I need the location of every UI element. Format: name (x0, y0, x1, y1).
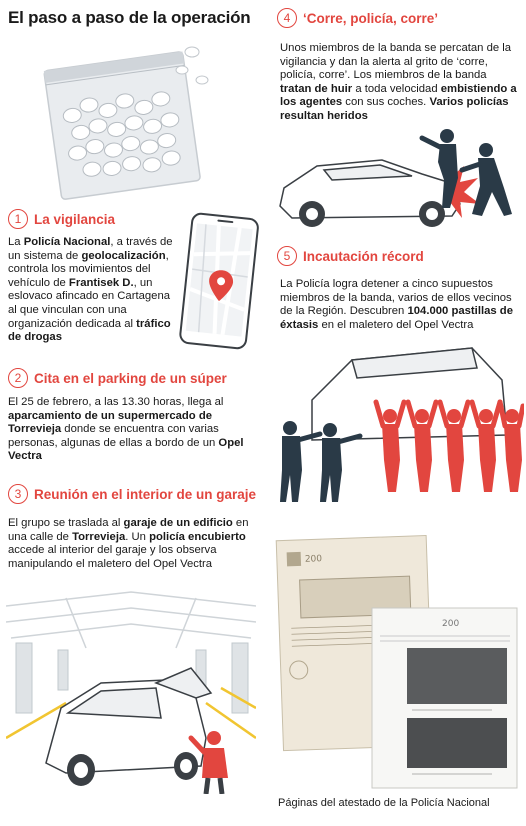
step-2-number: 2 (8, 368, 28, 388)
bold-run: policía encubierto (149, 530, 246, 543)
text-run: accede al interior del garaje y los observa manipulando el maletero del Opel Vectra (8, 544, 217, 570)
page-title: El paso a paso de la operación (8, 8, 251, 27)
text-run: . Un (125, 530, 150, 543)
bold-run: Frantisek D. (68, 276, 134, 289)
text-run: , un eslovaco afincado en Cartagena al que vinculan con una organización dedicada al (8, 276, 171, 330)
police-report-pages (272, 528, 522, 790)
step-4-text (280, 42, 520, 124)
text-run: El 25 de febrero, a las 13.30 horas, llega al (8, 396, 224, 408)
step-4-header (277, 8, 438, 28)
step-5-header (277, 246, 424, 266)
step-2-title: Cita en el parking de un súper (34, 370, 227, 386)
bold-run: 104.000 pastillas de éxtasis (280, 305, 513, 331)
bold-run: Varios policías resultan heridos (280, 96, 509, 122)
text-run: La Policía logra detener a cinco supuestos miembros de la banda, varios de ellos vecinos de la Región. Descubren (280, 278, 512, 318)
text-run: El grupo se traslada al (8, 517, 124, 529)
step-1-text (8, 236, 178, 345)
bold-run: Torrevieja (72, 530, 126, 543)
step-3-header (8, 484, 256, 504)
bold-run: Policía Nacional (23, 236, 111, 248)
phone-map-illustration (178, 212, 260, 352)
chase-illustration (272, 118, 524, 236)
svg-text:200: 200 (442, 619, 460, 629)
text-run: La (8, 236, 24, 248)
step-3-text (8, 517, 253, 571)
step-2-header (8, 368, 227, 388)
pills-bag-illustration (12, 40, 212, 210)
bold-run: tratan de huir (280, 82, 353, 95)
bold-run: garaje de un edificio (123, 517, 233, 529)
garage-illustration (6, 588, 256, 794)
step-5-text (280, 278, 518, 332)
bold-run: tráfico de drogas (8, 317, 171, 344)
step-3-number: 3 (8, 484, 28, 504)
svg-text:200: 200 (304, 554, 323, 565)
step-4-title: ‘Corre, policía, corre’ (303, 10, 439, 26)
step-3-title: Reunión en el interior de un garaje (34, 486, 257, 502)
text-run: en una calle de (8, 517, 249, 543)
text-run: Unos miembros de la banda se percatan de la vigilancia y dan la alerta al grito de ‘corre, policía, corre’. Los miembros de la banda (280, 42, 512, 82)
step-4-number: 4 (277, 8, 297, 28)
text-run: , a través de un sistema de (8, 236, 173, 262)
text-run: en el maletero del Opel Vectra (318, 318, 474, 331)
bold-run: Opel Vectra (8, 436, 244, 463)
bold-run: aparcamiento de un supermercado de Torrevieja (8, 409, 213, 436)
bold-run: embistiendo a los agentes (280, 82, 517, 109)
step-1-number: 1 (8, 209, 28, 229)
bold-run: geolocalización (81, 249, 166, 262)
text-run: donde se encuentra con varias personas, algunas de ellas a bordo de un (8, 423, 219, 449)
step-2-text (8, 396, 253, 464)
step-1-title: La vigilancia (34, 211, 116, 227)
text-run: con sus coches. (342, 96, 430, 109)
documents-caption: Páginas del atestado de la Policía Nacional (278, 797, 490, 809)
step-5-title: Incautación récord (303, 248, 424, 264)
step-1-header (8, 209, 115, 229)
text-run: a toda velocidad (352, 82, 441, 95)
arrest-illustration (272, 340, 524, 510)
text-run: , controla los movimientos del vehículo de (8, 249, 169, 289)
step-5-number: 5 (277, 246, 297, 266)
